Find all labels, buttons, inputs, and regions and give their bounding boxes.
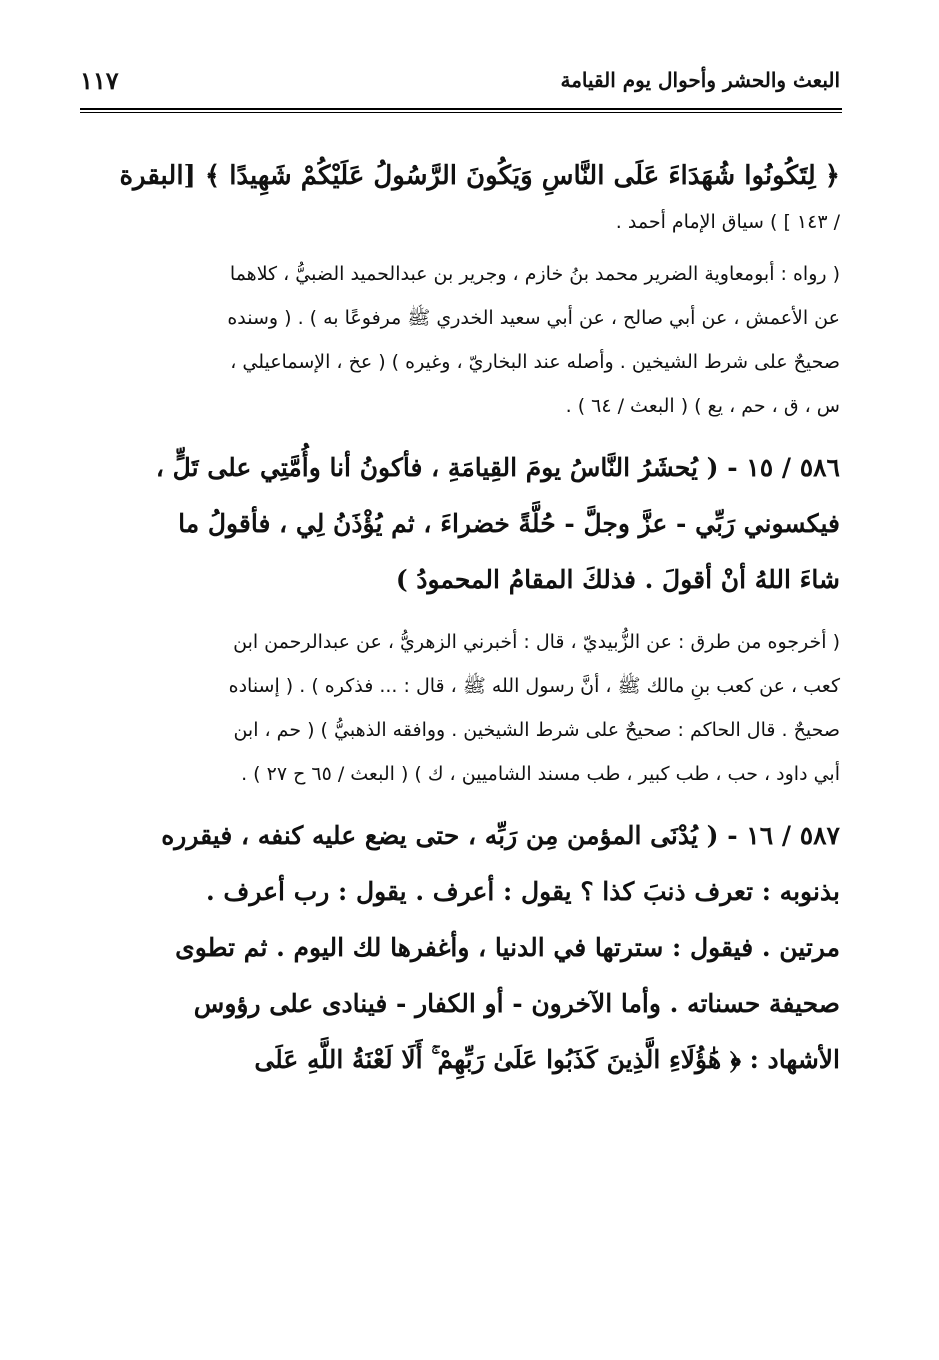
text-line: فيكسوني رَبِّي - عزَّ وجلَّ - حُلَّةً خضراءَ ، ثم يُؤْذَنُ لِي ، فأقولُ ما: [178, 509, 840, 538]
takhrij-note-1: [82, 252, 840, 428]
quran-verse-block: [82, 150, 840, 242]
text-line: شاءَ اللهُ أنْ أقولَ . فذلكَ المقامُ المحمودُ ): [395, 565, 840, 594]
page-number: ١١٧: [80, 66, 119, 95]
header-rule-thin: [80, 112, 842, 113]
text-line: الأشهاد : ﴿ هَٰؤُلَاءِ الَّذِينَ كَذَبُوا عَلَىٰ رَبِّهِمْ ۚ أَلَا لَعْنَةُ اللَّهِ عَلَى: [254, 1045, 840, 1074]
text-line: عن الأعمش ، عن أبي صالح ، عن أبي سعيد الخدري ﷺ مرفوعًا به ) . ( وسنده: [227, 307, 840, 329]
text-line: صحيفة حسناته . وأما الآخرون - أو الكفار - فينادى على رؤوس: [193, 989, 840, 1018]
text-line: س ، ق ، حم ، يع ) ( البعث / ٦٤ ) .: [565, 395, 840, 417]
running-header: [80, 62, 840, 102]
text-line: صحيحٌ على شرط الشيخين . وأصله عند البخاريّ ، وغيره ) ( عخ ، الإسماعيلي ،: [230, 351, 840, 373]
text-line: ( رواه : أبومعاوية الضرير محمد بنُ خازم ، وجرير بن عبدالحميد الضبيُّ ، كلاهما: [229, 263, 840, 285]
text-line: ﴿ لِتَكُونُوا شُهَدَاءَ عَلَى النَّاسِ وَيَكُونَ الرَّسُولُ عَلَيْكُمْ شَهِيدًا ﴾ [البقرة: [119, 161, 840, 191]
header-rule: [80, 108, 842, 110]
page-body: [82, 150, 840, 1088]
hadith-586: [82, 440, 840, 608]
hadith-587: [82, 808, 840, 1088]
text-line: ٥٨٧ / ١٦ - ( يُدْنَى المؤمن مِن رَبِّه ، حتى يضع عليه كنفه ، فيقرره: [161, 821, 840, 850]
text-line: أبي داود ، حب ، طب كبير ، طب مسند الشاميين ، ك ) ( البعث / ٦٥ ح ٢٧ ) .: [241, 763, 840, 785]
text-line: ٥٨٦ / ١٥ - ( يُحشَرُ النَّاسُ يومَ القِيامَةِ ، فأكونُ أنا وأُمَّتِي على تَلٍّ ،: [155, 453, 840, 482]
text-line: بذنوبه : تعرف ذنبَ كذا ؟ يقول : أعرف . يقول : رب أعرف .: [206, 877, 840, 906]
text-line: / ١٤٣ ] ) سياق الإمام أحمد .: [615, 211, 840, 233]
text-line: صحيحٌ . قال الحاكم : صحيحٌ على شرط الشيخين . ووافقه الذهبيُّ ) ( حم ، ابن: [233, 719, 840, 741]
text-line: مرتين . فيقول : سترتها في الدنيا ، وأغفرها لك اليوم . ثم تطوى: [175, 933, 840, 962]
header-title: البعث والحشر وأحوال يوم القيامة: [560, 68, 840, 92]
text-line: ( أخرجوه من طرق : عن الزُّبيديّ ، قال : أخبرني الزهريُّ ، عن عبدالرحمن ابن: [233, 631, 840, 653]
takhrij-note-2: [82, 620, 840, 796]
text-line: كعب ، عن كعب بنِ مالك ﷺ ، أنَّ رسول الله ﷺ ، قال : ... فذكره ) . ( إسناده: [228, 675, 840, 697]
